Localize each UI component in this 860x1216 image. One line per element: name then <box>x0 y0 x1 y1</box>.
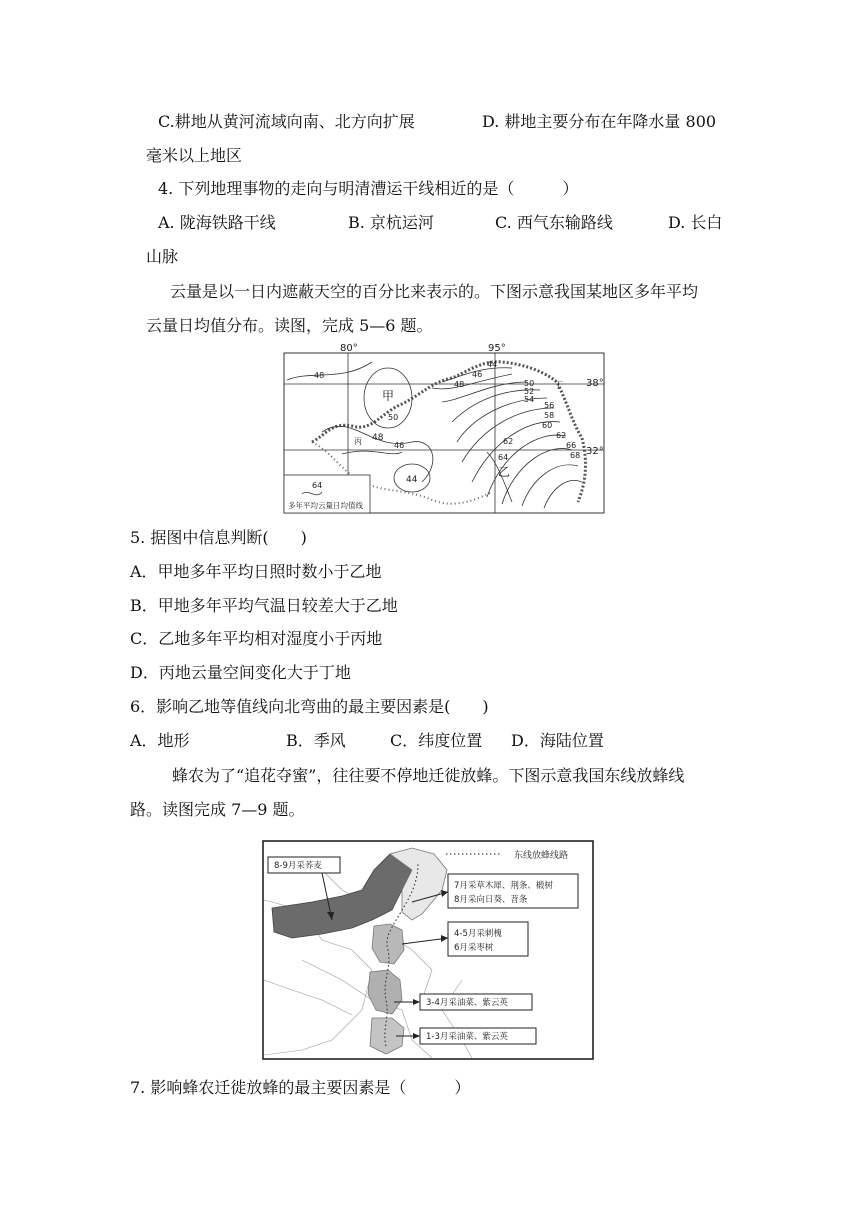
q6-option-b: B．季风 <box>286 731 346 750</box>
place-jia: 甲 <box>382 389 395 403</box>
svg-text:3-4月采油菜、紫云英: 3-4月采油菜、紫云英 <box>426 998 508 1008</box>
q3-option-d-cont: 毫米以上地区 <box>146 146 243 165</box>
svg-text:62: 62 <box>556 431 567 440</box>
bee-route-map <box>262 840 594 1060</box>
svg-text:46: 46 <box>394 441 405 450</box>
svg-text:64: 64 <box>312 481 323 490</box>
q5-option-a: A．甲地多年平均日照时数小于乙地 <box>130 562 382 581</box>
svg-text:68: 68 <box>570 451 581 460</box>
passage-bee-1: 蜂农为了“追花夺蜜”，往往要不停地迁徙放蜂。下图示意我国东线放蜂线 <box>172 766 685 785</box>
q4-option-b: B. 京杭运河 <box>348 213 434 232</box>
lon-label: 95° <box>488 343 506 354</box>
svg-text:50: 50 <box>524 379 535 388</box>
q6-option-d: D．海陆位置 <box>511 731 604 750</box>
place-bing: 丙 <box>354 437 362 446</box>
place-yi: 乙 <box>498 465 511 479</box>
lat-label: 32° <box>586 446 604 457</box>
q4-option-d-cont: 山脉 <box>146 247 179 266</box>
svg-text:4-5月采刺槐: 4-5月采刺槐 <box>454 929 502 939</box>
q7-stem: 7. 影响蜂农迁徙放蜂的最主要因素是（ ） <box>130 1078 471 1097</box>
q3-option-d: D. 耕地主要分布在年降水量 800 <box>482 112 717 131</box>
cloud-isoline-map <box>282 342 608 516</box>
svg-text:64: 64 <box>498 453 509 462</box>
q4-option-c: C. 西气东输路线 <box>495 213 613 232</box>
svg-text:6月采枣树: 6月采枣树 <box>454 943 494 953</box>
svg-text:60: 60 <box>542 421 553 430</box>
lon-label: 80° <box>340 343 358 354</box>
svg-text:44: 44 <box>406 475 418 485</box>
svg-text:44: 44 <box>487 360 498 369</box>
svg-text:48: 48 <box>314 371 325 380</box>
q4-option-d: D. 长白 <box>668 213 723 232</box>
q5-stem: 5. 据图中信息判断( ) <box>130 528 307 547</box>
route-legend-text: 东线放蜂线路 <box>514 851 569 861</box>
svg-text:66: 66 <box>566 441 577 450</box>
lat-label: 38° <box>586 378 604 389</box>
place-ding: 丁 <box>554 381 564 391</box>
passage-cloud-2: 云量日均值分布。读图，完成 5—6 题。 <box>146 316 433 335</box>
svg-text:8-9月采荞麦: 8-9月采荞麦 <box>274 861 322 871</box>
svg-text:54: 54 <box>524 395 535 404</box>
svg-text:7月采草木犀、荆条、椴树: 7月采草木犀、荆条、椴树 <box>454 881 553 891</box>
legend-text: 多年平均云量日均值线 <box>288 501 363 510</box>
svg-text:48: 48 <box>454 380 465 389</box>
q6-stem: 6．影响乙地等值线向北弯曲的最主要因素是( ) <box>130 697 489 716</box>
q6-option-a: A．地形 <box>130 731 190 750</box>
svg-text:58: 58 <box>544 411 555 420</box>
q5-option-c: C．乙地多年平均相对湿度小于丙地 <box>130 629 383 648</box>
svg-text:46: 46 <box>472 370 483 379</box>
q5-option-d: D．丙地云量空间变化大于丁地 <box>130 663 351 682</box>
svg-text:50: 50 <box>388 413 399 422</box>
svg-text:62: 62 <box>503 437 514 446</box>
svg-text:56: 56 <box>544 401 555 410</box>
passage-cloud-1: 云量是以一日内遮蔽天空的百分比来表示的。下图示意我国某地区多年平均 <box>170 282 699 301</box>
q4-stem: 4. 下列地理事物的走向与明清漕运干线相近的是（ ） <box>158 179 579 198</box>
q6-option-c: C．纬度位置 <box>390 731 483 750</box>
svg-text:48: 48 <box>372 433 384 443</box>
svg-text:8月采向日葵、苕条: 8月采向日葵、苕条 <box>454 895 528 905</box>
svg-text:52: 52 <box>524 387 535 396</box>
q5-option-b: B．甲地多年平均气温日较差大于乙地 <box>130 596 398 615</box>
q3-option-c: C.耕地从黄河流域向南、北方向扩展 <box>158 112 415 131</box>
passage-bee-2: 路。读图完成 7—9 题。 <box>130 800 305 819</box>
svg-text:1-3月采油菜、紫云英: 1-3月采油菜、紫云英 <box>426 1032 508 1042</box>
q4-option-a: A. 陇海铁路干线 <box>158 213 276 232</box>
